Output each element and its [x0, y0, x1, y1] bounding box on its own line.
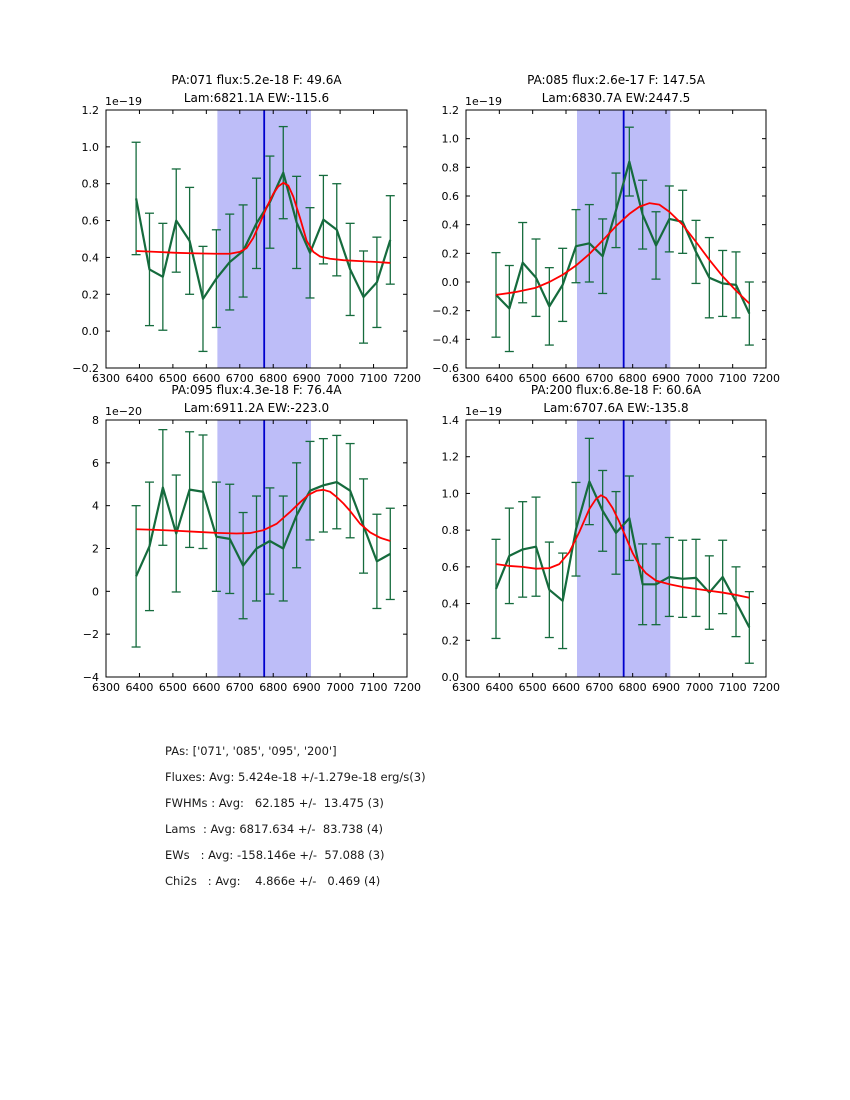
svg-text:0.6: 0.6	[441, 560, 459, 574]
svg-text:7100: 7100	[718, 681, 747, 694]
svg-text:0.0: 0.0	[441, 276, 459, 289]
svg-text:4: 4	[92, 499, 99, 513]
svg-text:6900: 6900	[292, 372, 321, 385]
svg-text:−4: −4	[82, 671, 99, 684]
plot4	[442, 414, 781, 694]
svg-text:6800: 6800	[259, 372, 288, 385]
svg-text:0.2: 0.2	[441, 247, 459, 261]
summary-line-chi2s: Chi2s : Avg: 4.866e +/- 0.469 (4)	[165, 874, 381, 888]
svg-text:6700: 6700	[225, 372, 254, 385]
svg-text:6300: 6300	[452, 372, 480, 385]
svg-text:0.2: 0.2	[441, 634, 459, 648]
summary-line-pas: PAs: ['071', '085', '095', '200']	[165, 744, 337, 758]
plot4-y-tick-labels	[442, 414, 460, 684]
svg-text:6300: 6300	[92, 681, 120, 694]
svg-text:1.0: 1.0	[81, 140, 99, 154]
svg-text:6600: 6600	[192, 372, 221, 385]
svg-text:1.0: 1.0	[441, 487, 459, 501]
svg-text:−0.6: −0.6	[432, 362, 459, 375]
svg-text:6800: 6800	[259, 681, 288, 694]
svg-text:8: 8	[92, 414, 99, 427]
plot2-axis-offset-label: 1e−19	[465, 95, 502, 108]
svg-text:7100: 7100	[718, 372, 747, 385]
svg-text:7000: 7000	[685, 372, 714, 385]
svg-text:6700: 6700	[585, 681, 614, 694]
plot3-x-tick-labels	[92, 681, 421, 694]
svg-text:6300: 6300	[452, 681, 480, 694]
plot2-y-tick-labels	[432, 104, 459, 375]
svg-text:2: 2	[92, 542, 99, 556]
svg-text:7200: 7200	[752, 372, 780, 385]
svg-text:7100: 7100	[359, 372, 388, 385]
svg-text:−0.4: −0.4	[432, 333, 459, 347]
svg-text:1.0: 1.0	[441, 132, 459, 146]
summary-line-fluxes: Fluxes: Avg: 5.424e-18 +/-1.279e-18 erg/s(3)	[165, 770, 426, 784]
svg-text:6900: 6900	[652, 681, 680, 694]
svg-text:6400: 6400	[125, 372, 154, 385]
svg-text:7200: 7200	[393, 681, 421, 694]
plot4-axis-offset-label: 1e−19	[465, 405, 502, 418]
svg-text:0.8: 0.8	[81, 177, 99, 191]
svg-text:0.0: 0.0	[81, 325, 99, 339]
svg-text:6500: 6500	[158, 681, 187, 694]
svg-text:−0.2: −0.2	[72, 362, 99, 375]
svg-text:6600: 6600	[192, 681, 221, 694]
svg-text:6500: 6500	[518, 681, 547, 694]
svg-text:0.6: 0.6	[441, 190, 459, 203]
plot4-x-tick-labels	[452, 681, 780, 694]
svg-text:0.6: 0.6	[81, 214, 99, 228]
plot1-title-line2: Lam:6821.1A EW:-115.6	[183, 91, 330, 105]
svg-text:6: 6	[92, 456, 99, 470]
svg-text:1.2: 1.2	[441, 450, 459, 464]
svg-text:−0.2: −0.2	[432, 304, 459, 318]
plot3-title-line2: Lam:6911.2A EW:-223.0	[183, 401, 330, 415]
plot2-title-line1: PA:085 flux:2.6e-17 F: 147.5A	[527, 73, 705, 87]
plot4-title-line2: Lam:6707.6A EW:-135.8	[543, 401, 689, 415]
svg-text:0.0: 0.0	[441, 671, 459, 684]
svg-text:6600: 6600	[552, 372, 580, 385]
svg-text:−2: −2	[82, 628, 99, 642]
svg-text:7200: 7200	[752, 681, 780, 694]
svg-text:6400: 6400	[485, 681, 514, 694]
svg-text:6300: 6300	[92, 372, 120, 385]
plot1-axis-offset-label: 1e−19	[105, 95, 142, 108]
svg-text:6900: 6900	[292, 681, 321, 694]
svg-text:7000: 7000	[326, 372, 355, 385]
plot3-axis-offset-label: 1e−20	[105, 405, 142, 418]
svg-text:6400: 6400	[125, 681, 154, 694]
plot2	[432, 104, 780, 385]
plot3-title-line1: PA:095 flux:4.3e-18 F: 76.4A	[171, 383, 342, 397]
svg-text:6500: 6500	[518, 372, 547, 385]
svg-text:6500: 6500	[158, 372, 187, 385]
plot1	[72, 104, 421, 385]
svg-text:0.8: 0.8	[441, 161, 459, 175]
plot3-y-tick-labels	[83, 414, 99, 684]
svg-text:6900: 6900	[652, 372, 680, 385]
plot3	[83, 414, 421, 694]
summary-line-fwhms: FWHMs : Avg: 62.185 +/- 13.475 (3)	[165, 796, 384, 810]
svg-text:0.2: 0.2	[81, 288, 99, 302]
svg-text:7000: 7000	[326, 681, 355, 694]
svg-text:6800: 6800	[618, 372, 647, 385]
svg-text:6400: 6400	[485, 372, 514, 385]
svg-text:6600: 6600	[552, 681, 580, 694]
plot4-title-line1: PA:200 flux:6.8e-18 F: 60.6A	[530, 383, 702, 397]
svg-text:1.2: 1.2	[81, 104, 99, 117]
svg-text:7100: 7100	[359, 681, 388, 694]
summary-line-lams: Lams : Avg: 6817.634 +/- 83.738 (4)	[165, 822, 384, 836]
plot1-y-tick-labels	[72, 104, 99, 375]
svg-text:6700: 6700	[225, 681, 254, 694]
svg-text:7200: 7200	[393, 372, 421, 385]
summary-line-ews: EWs : Avg: -158.146e +/- 57.088 (3)	[165, 848, 385, 862]
svg-text:6700: 6700	[585, 372, 614, 385]
svg-text:0.4: 0.4	[81, 251, 99, 265]
svg-text:1.2: 1.2	[441, 104, 459, 117]
plot1-title-line1: PA:071 flux:5.2e-18 F: 49.6A	[171, 73, 342, 87]
svg-text:0.4: 0.4	[441, 597, 459, 611]
plot2-title-line2: Lam:6830.7A EW:2447.5	[541, 91, 691, 105]
svg-text:7000: 7000	[685, 681, 714, 694]
svg-text:0: 0	[92, 585, 99, 599]
svg-text:6800: 6800	[618, 681, 647, 694]
svg-text:1.4: 1.4	[441, 414, 459, 427]
svg-text:0.4: 0.4	[441, 218, 459, 232]
svg-text:0.8: 0.8	[441, 524, 459, 538]
